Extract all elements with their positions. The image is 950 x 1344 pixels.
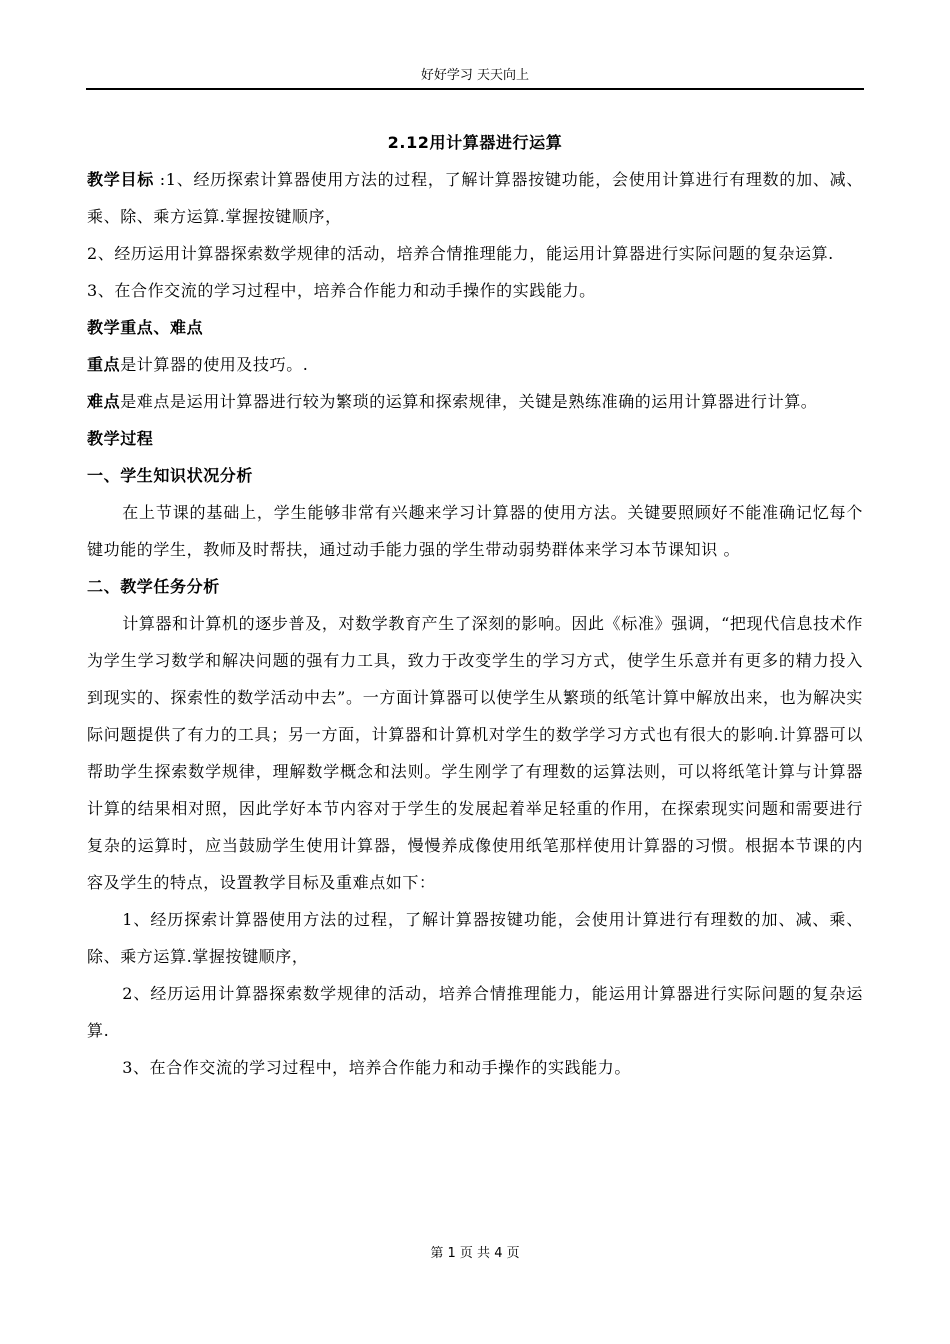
difficulty-label: 难点 (87, 392, 121, 411)
goal-item-3: 3、在合作交流的学习过程中，培养合作能力和动手操作的实践能力。 (122, 1058, 631, 1077)
difficulty-paragraph (87, 383, 863, 420)
objectives-text: :1、经历探索计算器使用方法的过程，了解计算器按键功能，会使用计算进行有理数的加、减、乘、除、乘方运算.掌握按键顺序， (87, 170, 863, 226)
focus-paragraph (87, 346, 863, 383)
page-header: 好好学习 天天向上 (420, 68, 530, 83)
objective-item-2: 2、经历运用计算器探索数学规律的活动，培养合情推理能力，能运用计算器进行实际问题的复杂运算. (87, 244, 834, 263)
header-divider (86, 88, 864, 90)
goal-item-1: 1、经历探索计算器使用方法的过程，了解计算器按键功能，会使用计算进行有理数的加、减、乘、除、乘方运算.掌握按键顺序， (87, 910, 863, 966)
page-footer: 第 1 页 共 4 页 (430, 1246, 520, 1261)
section2-heading: 二、教学任务分析 (87, 577, 220, 596)
section1-heading: 一、学生知识状况分析 (87, 466, 254, 485)
objectives-paragraph (87, 161, 863, 235)
focus-text: 是计算器的使用及技巧。. (120, 355, 309, 374)
key-points-heading: 教学重点、难点 (87, 318, 204, 337)
document-body (87, 124, 863, 1086)
focus-label: 重点 (87, 355, 121, 374)
section2-paragraph: 计算器和计算机的逐步普及，对数学教育产生了深刻的影响。因此《标准》强调，“把现代信息技术作为学生学习数学和解决问题的强有力工具，致力于改变学生的学习方式，使学生乐意并有更多的精力投入到现实的、探索性的数学活动中去”。一方面计算器可以使学生从繁琐的纸笔计算中解放出来，也为解决实际问题提供了有力的工具；另一方面，计算器和计算机对学生的数学学习方式也有很大的影响.计算器可以帮助学生探索数学规律，理解数学概念和法则。学生刚学了有理数的运算法则，可以将纸笔计算与计算器计算的结果相对照，因此学好本节内容对于学生的发展起着举足轻重的作用，在探索现实问题和需要进行复杂的运算时，应当鼓励学生使用计算器，慢慢养成像使用纸笔那样使用计算器的习惯。根据本节课的内容及学生的特点，设置教学目标及重难点如下： (87, 614, 863, 892)
section1-paragraph: 在上节课的基础上，学生能够非常有兴趣来学习计算器的使用方法。关键要照顾好不能准确记忆每个键功能的学生，教师及时帮扶，通过动手能力强的学生带动弱势群体来学习本节课知识 。 (87, 503, 863, 559)
objectives-label: 教学目标 (87, 170, 154, 189)
process-heading: 教学过程 (87, 429, 154, 448)
difficulty-text: 是难点是运用计算器进行较为繁琐的运算和探索规律，关键是熟练准确的运用计算器进行计算。 (120, 392, 818, 411)
objective-item-3: 3、在合作交流的学习过程中，培养合作能力和动手操作的实践能力。 (87, 281, 596, 300)
document-title: 2.12用计算器进行运算 (387, 133, 563, 152)
goal-item-2: 2、经历运用计算器探索数学规律的活动，培养合情推理能力，能运用计算器进行实际问题的复杂运算. (87, 984, 863, 1040)
